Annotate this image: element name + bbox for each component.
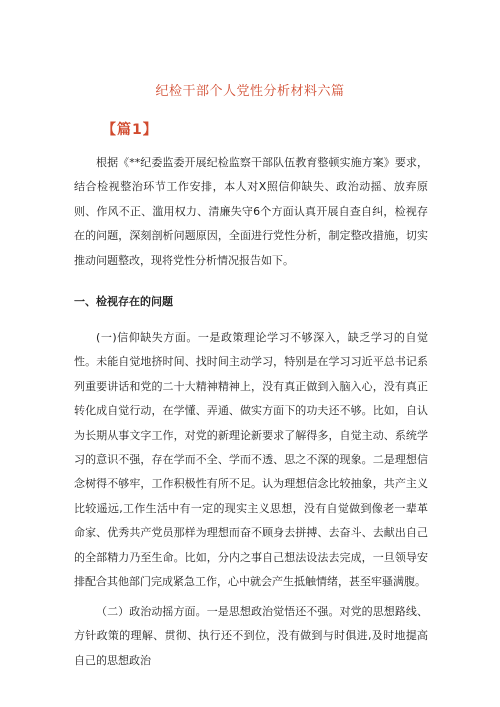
section-marker: 【篇1】: [102, 122, 158, 138]
body-paragraph-1: (一)信仰缺失方面。一是政策理论学习不够深入，缺乏学习的自觉性。未能自觉地挤时间、找时间主动学习，特别是在学习习近平总书记系列重要讲话和党的二十大精神精神上，没有真正做到入脑入心，没有真正转化成自觉行动，在学懂、弄通、做实方面下的功夫还不够。比如，自认为长期从事文字工作，对党的新理论新要求了解得多，自觉主动、系统学习的意识不强，存在学而不全、学而不透、思之不深的现象。二是理想信念树得不够牢，工作积极性有所不足。认为理想信念比较抽象，共产主义比较遥远,工作生活中有一定的现实主义思想，没有自觉做到像老一辈革命家、优秀共产党员那样为理想而奋不顾身去拼搏、去奋斗、去献出自己的全部精力乃至生命。比如，分内之事自己想法设法去完成，一旦领导安排配合其他部门完成紧急工作，心中就会产生抵触情绪，甚至牢骚满腹。: [74, 331, 428, 589]
document-title: 纪检干部个人党性分析材料六篇: [155, 84, 345, 99]
section-heading: 一、检视存在的问题: [74, 295, 173, 308]
intro-paragraph: 根据《**纪委监委开展纪检监察干部队伍教育整顿实施方案》要求，结合检视整治环节工作安排，本人对X照信仰缺失、政治动摇、放弃原则、作风不正、滥用权力、清廉失守6个方面认真开展自查自纠，检视存在的问题，深刻剖析问题原因，全面进行党性分析，制定整改措施，切实推动问题整改，现将党性分析情况报告如下。: [74, 156, 428, 267]
body-paragraph-2: （二）政治动摇方面。一是思想政治觉悟还不强。对党的思想路线、方针政策的理解、贯彻、执行还不到位，没有做到与时俱进,及时地提高自己的思想政治: [74, 605, 428, 667]
